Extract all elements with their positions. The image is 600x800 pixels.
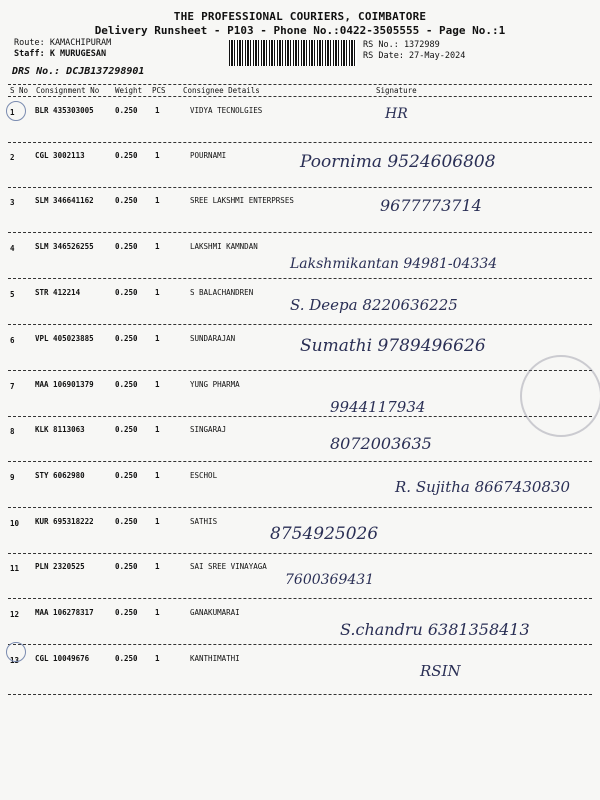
row-weight: 0.250 [115, 242, 138, 251]
drs-number: DRS No.: DCJB137298901 [12, 66, 145, 77]
row-consignment: STY 6062980 [35, 471, 85, 480]
row-pcs: 1 [155, 196, 160, 205]
row-weight: 0.250 [115, 106, 138, 115]
row-weight: 0.250 [115, 425, 138, 434]
row-signature: 9677773714 [380, 196, 482, 215]
row-pcs: 1 [155, 608, 160, 617]
row-consignment: BLR 435303005 [35, 106, 94, 115]
row-consignment: SLM 346526255 [35, 242, 94, 251]
row-divider [8, 507, 592, 508]
runsheet-subtitle: Delivery Runsheet - P103 - Phone No.:0422-3505555 - Page No.:1 [94, 24, 506, 37]
row-weight: 0.250 [115, 380, 138, 389]
row-pcs: 1 [155, 242, 160, 251]
route-label: Route: KAMACHIPURAM [14, 38, 112, 48]
row-divider [8, 142, 592, 143]
row-divider [8, 598, 592, 599]
row-consignee: S BALACHANDREN [190, 288, 254, 297]
row-pcs: 1 [155, 471, 160, 480]
row-consignee: SINGARAJ [190, 425, 227, 434]
row-pcs: 1 [155, 517, 160, 526]
row-divider [8, 232, 592, 233]
row-sno: 3 [10, 198, 15, 207]
row-consignee: SUNDARAJAN [190, 334, 236, 343]
row-divider [8, 416, 592, 417]
barcode-image [229, 40, 357, 66]
row-sno: 10 [10, 519, 20, 528]
row-consignee: SREE LAKSHMI ENTERPRSES [190, 196, 294, 205]
row-pcs: 1 [155, 562, 160, 571]
row-signature: HR [385, 106, 408, 122]
row-weight: 0.250 [115, 196, 138, 205]
row-signature: 9944117934 [330, 398, 426, 416]
row-weight: 0.250 [115, 288, 138, 297]
row-consignment: STR 412214 [35, 288, 81, 297]
rs-number: RS No.: 1372989 [363, 40, 440, 50]
row-signature: R. Sujitha 8667430830 [395, 478, 571, 496]
row-weight: 0.250 [115, 654, 138, 663]
row-pcs: 1 [155, 425, 160, 434]
row-sno: 11 [10, 564, 20, 573]
row-pcs: 1 [155, 654, 160, 663]
row-divider [8, 644, 592, 645]
row-sno: 4 [10, 244, 15, 253]
row-consignee: LAKSHMI KAMNDAN [190, 242, 258, 251]
row-sno: 9 [10, 473, 15, 482]
company-title: THE PROFESSIONAL COURIERS, COIMBATORE [173, 10, 427, 23]
row-divider [8, 461, 592, 462]
row-consignee: VIDYA TECNOLGIES [190, 106, 263, 115]
row-pcs: 1 [155, 334, 160, 343]
row-pcs: 1 [155, 151, 160, 160]
row-signature: S.chandru 6381358413 [340, 620, 530, 639]
staff-label: Staff: K MURUGESAN [14, 49, 107, 59]
row-divider [8, 370, 592, 371]
row-weight: 0.250 [115, 562, 138, 571]
row-consignee: POURNAMI [190, 151, 227, 160]
row-consignment: CGL 3002113 [35, 151, 85, 160]
row-sno: 13 [10, 656, 20, 665]
row-signature: 8754925026 [270, 524, 379, 544]
row-weight: 0.250 [115, 608, 138, 617]
row-consignment: MAA 106278317 [35, 608, 94, 617]
row-consignment: VPL 405023885 [35, 334, 94, 343]
row-consignment: SLM 346641162 [35, 196, 94, 205]
row-consignee: SATHIS [190, 517, 218, 526]
row-sno: 1 [10, 108, 15, 117]
col-pcs: PCS [152, 86, 166, 95]
row-sno: 7 [10, 382, 15, 391]
row-pcs: 1 [155, 380, 160, 389]
header-bottom-rule [8, 96, 592, 97]
row-sno: 2 [10, 153, 15, 162]
header-top-rule [8, 84, 592, 85]
row-consignee: ESCHOL [190, 471, 218, 480]
row-signature: Lakshmikantan 94981-04334 [290, 256, 498, 272]
row-weight: 0.250 [115, 471, 138, 480]
row-pcs: 1 [155, 288, 160, 297]
row-signature: Sumathi 9789496626 [300, 336, 486, 356]
row-signature: RSIN [420, 662, 461, 680]
row-divider [8, 187, 592, 188]
rs-date: RS Date: 27-May-2024 [363, 51, 466, 61]
circle-mark-row-13 [6, 642, 26, 662]
row-sno: 12 [10, 610, 20, 619]
row-weight: 0.250 [115, 151, 138, 160]
faint-stamp [520, 355, 600, 437]
row-sno: 6 [10, 336, 15, 345]
row-consignee: SAI SREE VINAYAGA [190, 562, 267, 571]
row-consignee: KANTHIMATHI [190, 654, 240, 663]
row-pcs: 1 [155, 106, 160, 115]
row-signature: 8072003635 [330, 434, 432, 453]
row-divider [8, 324, 592, 325]
row-consignment: MAA 106901379 [35, 380, 94, 389]
row-sno: 5 [10, 290, 15, 299]
row-divider [8, 694, 592, 695]
row-consignment: CGL 10049676 [35, 654, 90, 663]
row-weight: 0.250 [115, 517, 138, 526]
row-weight: 0.250 [115, 334, 138, 343]
row-sno: 8 [10, 427, 15, 436]
row-signature: Poornima 9524606808 [300, 152, 496, 172]
row-consignment: PLN 2320525 [35, 562, 85, 571]
row-signature: S. Deepa 8220636225 [290, 296, 458, 314]
circle-mark-row-1 [6, 101, 26, 121]
col-sno: S No [10, 86, 29, 95]
row-divider [8, 553, 592, 554]
col-consignment: Consignment No [36, 86, 100, 95]
col-signature: Signature [376, 86, 417, 95]
row-consignee: GANAKUMARAI [190, 608, 240, 617]
row-consignment: KLK 8113063 [35, 425, 85, 434]
row-consignment: KUR 695318222 [35, 517, 94, 526]
col-weight: Weight [115, 86, 143, 95]
row-signature: 7600369431 [285, 572, 375, 588]
row-consignee: YUNG PHARMA [190, 380, 240, 389]
row-divider [8, 278, 592, 279]
col-consignee: Consignee Details [183, 86, 260, 95]
